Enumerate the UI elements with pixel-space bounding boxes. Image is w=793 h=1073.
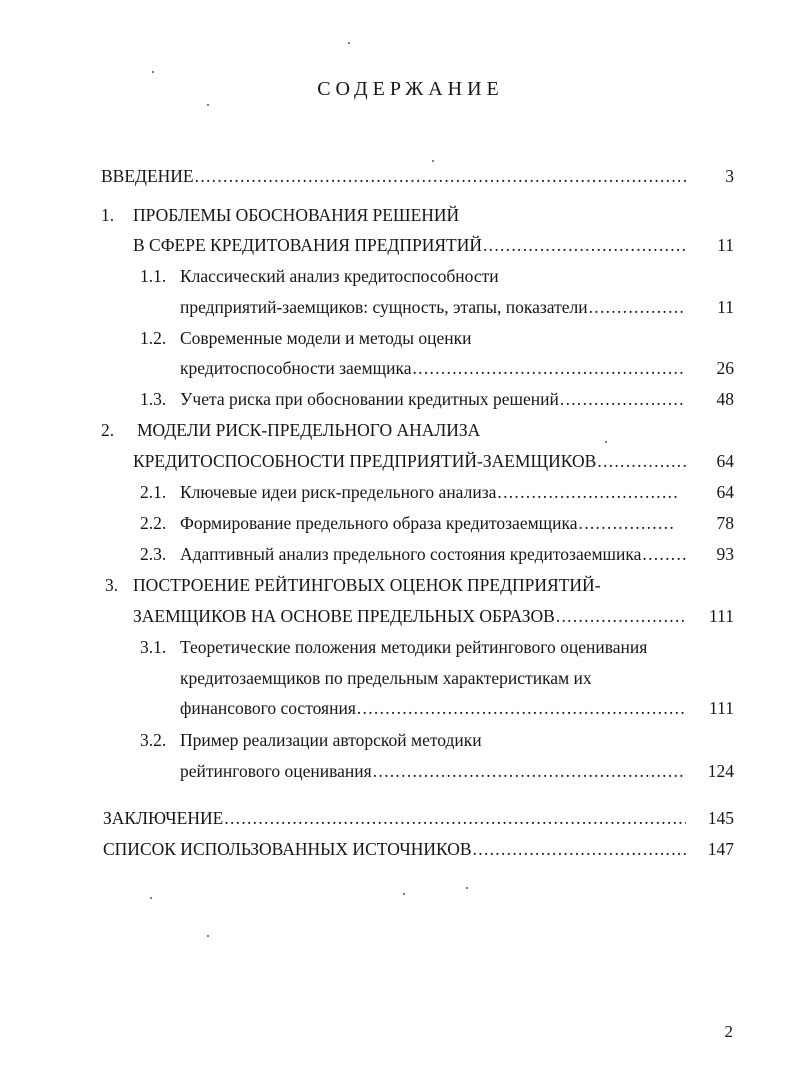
toc-entry-section-1-1-cont — [0, 295, 793, 319]
toc-entry-section-2-3 — [0, 542, 793, 566]
toc-entry-section-3-1 — [0, 635, 793, 659]
toc-entry-chapter-3-cont — [0, 604, 793, 628]
toc-entry-chapter-1-cont — [0, 233, 793, 257]
toc-entry-section-3-2 — [0, 728, 793, 752]
toc-page-number: 11 — [717, 235, 734, 255]
scan-speck — [466, 887, 468, 889]
toc-entry-text: Формирование предельного образа кредитозаемщика ..... — [180, 511, 675, 535]
page-number: 2 — [724, 1022, 733, 1041]
toc-entry-number: 2.2. — [140, 513, 167, 533]
toc-entry-text: ВВЕДЕНИЕ ..... — [101, 164, 686, 188]
toc-entry-text: ЗАКЛЮЧЕНИЕ ..... — [103, 806, 686, 830]
toc-page-number: 111 — [709, 698, 734, 718]
scan-speck — [150, 897, 152, 899]
toc-entry-references — [0, 837, 793, 861]
toc-page-number: 11 — [717, 297, 734, 317]
toc-entry-text: Учета риска при обосновании кредитных решений ..... — [180, 387, 686, 411]
toc-entry-chapter-3 — [0, 573, 793, 597]
toc-entry-text: СПИСОК ИСПОЛЬЗОВАННЫХ ИСТОЧНИКОВ ..... — [103, 837, 686, 861]
toc-entry-section-1-3 — [0, 387, 793, 411]
toc-entry-section-3-2-cont — [0, 759, 793, 783]
toc-page-number: 64 — [716, 451, 734, 471]
page-title: СОДЕРЖАНИЕ — [317, 78, 504, 100]
toc-entry-text: Пример реализации авторской методики — [180, 730, 482, 750]
toc-entry-conclusion — [0, 806, 793, 830]
toc-entry-text: ЗАЕМЩИКОВ НА ОСНОВЕ ПРЕДЕЛЬНЫХ ОБРАЗОВ ..... — [133, 604, 686, 628]
toc-page-number: 78 — [716, 513, 734, 533]
toc-entry-text: КРЕДИТОСПОСОБНОСТИ ПРЕДПРИЯТИЙ-ЗАЕМЩИКОВ ..... — [133, 449, 686, 473]
toc-page-number: 64 — [716, 482, 734, 502]
toc-entry-text: Современные модели и методы оценки — [180, 328, 472, 348]
toc-entry-chapter-1 — [0, 203, 793, 227]
toc-page-number: 145 — [707, 808, 734, 828]
toc-entry-number: 3.2. — [140, 730, 167, 750]
toc-entry-number: 2.3. — [140, 544, 167, 564]
toc-entry-number: 1.1. — [140, 266, 167, 286]
toc-entry-text: предприятий-заемщиков: сущность, этапы, показатели ..... — [180, 295, 686, 319]
toc-page-number: 147 — [707, 839, 734, 859]
toc-entry-text: кредитозаемщиков по предельным характеристикам их — [180, 668, 592, 688]
toc-entry-number: 3. — [105, 575, 119, 595]
toc-entry-chapter-2-cont — [0, 449, 793, 473]
scan-speck — [207, 935, 209, 937]
toc-entry-text: Ключевые идеи риск-предельного анализа ..... — [180, 480, 680, 504]
toc-entry-section-3-1-cont — [0, 666, 793, 690]
toc-entry-text: ПРОБЛЕМЫ ОБОСНОВАНИЯ РЕШЕНИЙ — [133, 205, 460, 225]
scan-speck — [403, 893, 405, 895]
toc-entry-number: 1. — [101, 205, 115, 225]
scan-speck — [207, 104, 209, 106]
toc-entry-text: МОДЕЛИ РИСК-ПРЕДЕЛЬНОГО АНАЛИЗА — [137, 420, 481, 440]
toc-page-number: 111 — [709, 606, 734, 626]
toc-entry-introduction — [0, 164, 793, 188]
toc-entry-section-1-2-cont — [0, 356, 793, 380]
toc-entry-text: финансового состояния ..... — [180, 696, 686, 720]
toc-entry-number: 2.1. — [140, 482, 167, 502]
scan-speck — [152, 71, 154, 73]
toc-entry-section-1-2 — [0, 326, 793, 350]
toc-entry-number: 1.2. — [140, 328, 167, 348]
toc-page-number: 124 — [707, 761, 734, 781]
toc-entry-section-2-2 — [0, 511, 793, 535]
scan-speck — [432, 160, 434, 162]
toc-entry-text: кредитоспособности заемщика ..... — [180, 356, 686, 380]
toc-entry-section-3-1-cont2 — [0, 696, 793, 720]
toc-page-number: 3 — [725, 166, 734, 186]
scan-speck — [605, 441, 607, 443]
toc-entry-text: Теоретические положения методики рейтингового оценивания — [180, 637, 648, 657]
toc-page-number: 48 — [716, 389, 734, 409]
toc-entry-text: Классический анализ кредитоспособности — [180, 266, 499, 286]
toc-entry-text: рейтингового оценивания ..... — [180, 759, 686, 783]
toc-entry-text: ПОСТРОЕНИЕ РЕЙТИНГОВЫХ ОЦЕНОК ПРЕДПРИЯТИЙ- — [133, 575, 601, 595]
toc-entry-number: 1.3. — [140, 389, 167, 409]
toc-entry-number: 2. — [101, 420, 115, 440]
toc-entry-section-2-1 — [0, 480, 793, 504]
toc-entry-chapter-2 — [0, 418, 793, 442]
toc-entry-text: В СФЕРЕ КРЕДИТОВАНИЯ ПРЕДПРИЯТИЙ ..... — [133, 233, 686, 257]
toc-page-number: 93 — [716, 544, 734, 564]
toc-entry-number: 3.1. — [140, 637, 167, 657]
toc-page-number: 26 — [716, 358, 734, 378]
toc-entry-text: Адаптивный анализ предельного состояния кредитозаемшика ..... — [180, 542, 687, 566]
scan-speck — [348, 42, 350, 44]
toc-entry-section-1-1 — [0, 264, 793, 288]
